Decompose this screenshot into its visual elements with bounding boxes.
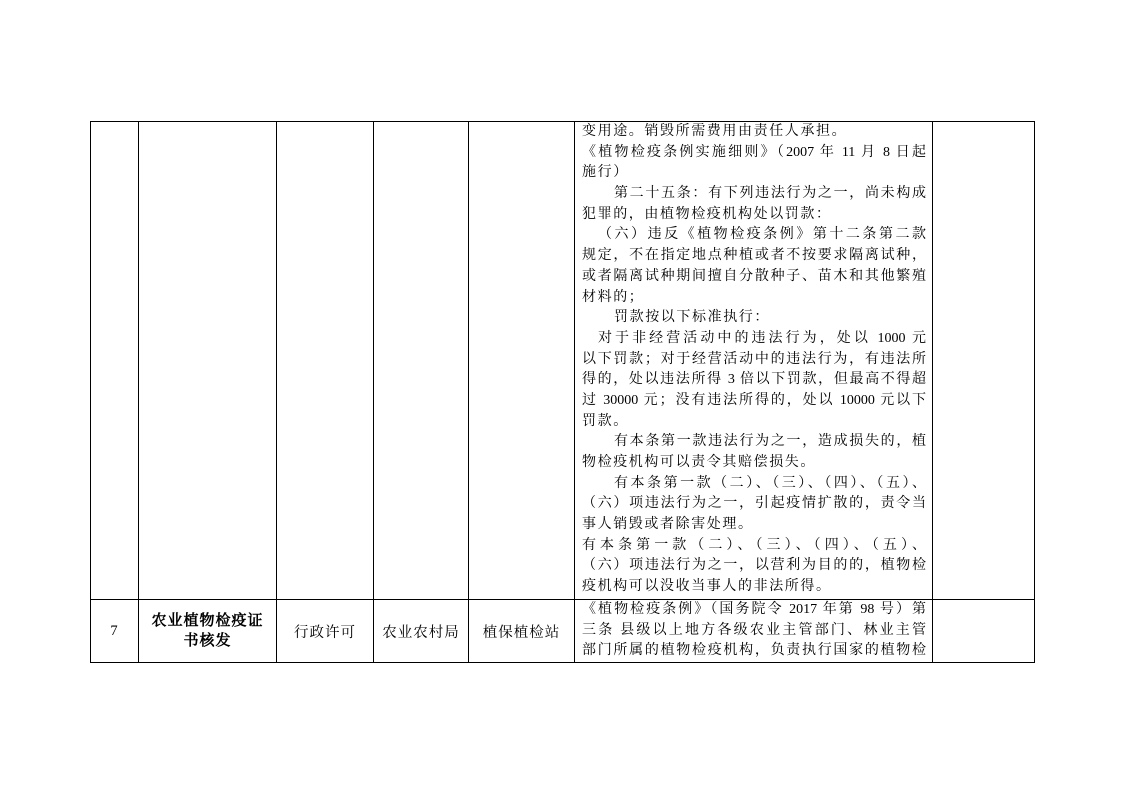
cell-no <box>91 122 139 600</box>
basis-line: （六）违反《植物检疫条例》第十二条第二款 <box>598 227 926 243</box>
cell-no: 7 <box>91 600 139 663</box>
basis-line: 三条 县级以上地方各级农业主管部门、林业主管 <box>582 622 926 638</box>
basis-line: 变用途。销毁所需费用由责任人承担。 <box>582 124 848 139</box>
basis-line: 疫机构可以没收当事人的非法所得。 <box>582 579 832 595</box>
cell-department: 农业农村局 <box>374 600 469 663</box>
item-table <box>90 121 1035 663</box>
basis-line: 物检疫机构可以责令其赔偿损失。 <box>582 455 816 470</box>
basis-line: 部门所属的植物检疫机构，负责执行国家的植物检 <box>582 643 926 659</box>
cell-item-name: 农业植物检疫证书核发 <box>139 600 277 663</box>
basis-line: （六）项违法行为之一，以营利为目的的，植物检 <box>582 558 926 574</box>
cell-department <box>374 122 469 600</box>
basis-line: 犯罪的，由植物检疫机构处以罚款： <box>582 206 832 222</box>
basis-line: 罚款。 <box>582 413 629 429</box>
basis-text <box>582 600 926 662</box>
basis-line: 《植物检疫条例实施细则》（2007 年 11 月 8 日起 <box>582 144 926 160</box>
cell-unit: 植保植检站 <box>469 600 575 663</box>
cell-remark <box>933 122 1035 600</box>
basis-line: 材料的； <box>582 289 645 305</box>
basis-line: 以下罚款；对于经营活动中的违法行为，有违法所 <box>582 351 926 367</box>
cell-basis <box>575 600 933 663</box>
basis-line: 或者隔离试种期间擅自分散种子、苗木和其他繁殖 <box>582 268 926 284</box>
cell-unit <box>469 122 575 600</box>
basis-text <box>582 122 926 599</box>
basis-line: 施行） <box>582 165 629 181</box>
basis-line: 对于非经营活动中的违法行为，处以 1000 元 <box>598 330 926 346</box>
basis-line: 得的，处以违法所得 3 倍以下罚款，但最高不得超 <box>582 372 926 388</box>
basis-line: 过 30000 元；没有违法所得的，处以 10000 元以下 <box>582 392 926 408</box>
cell-category <box>277 122 374 600</box>
basis-line: 罚款按以下标准执行： <box>614 310 770 326</box>
table-row <box>91 600 1035 663</box>
basis-line: 有本条第一款（二）、（三）、（四）、（五）、 <box>582 537 926 553</box>
basis-line: 第二十五条：有下列违法行为之一，尚未构成 <box>614 186 926 202</box>
basis-line: 有本条第一款（二）、（三）、（四）、（五）、 <box>614 475 926 491</box>
cell-category: 行政许可 <box>277 600 374 663</box>
basis-line: 《植物检疫条例》（国务院令 2017 年第 98 号）第 <box>582 602 926 617</box>
table-row <box>91 122 1035 600</box>
cell-item-name <box>139 122 277 600</box>
basis-line: 规定，不在指定地点种植或者不按要求隔离试种， <box>582 248 926 264</box>
basis-line: 有本条第一款违法行为之一，造成损失的，植 <box>614 434 926 450</box>
basis-line: 事人销毁或者除害处理。 <box>582 517 754 533</box>
basis-line: （六）项违法行为之一，引起疫情扩散的，责令当 <box>582 496 926 512</box>
cell-remark <box>933 600 1035 663</box>
cell-basis <box>575 122 933 600</box>
